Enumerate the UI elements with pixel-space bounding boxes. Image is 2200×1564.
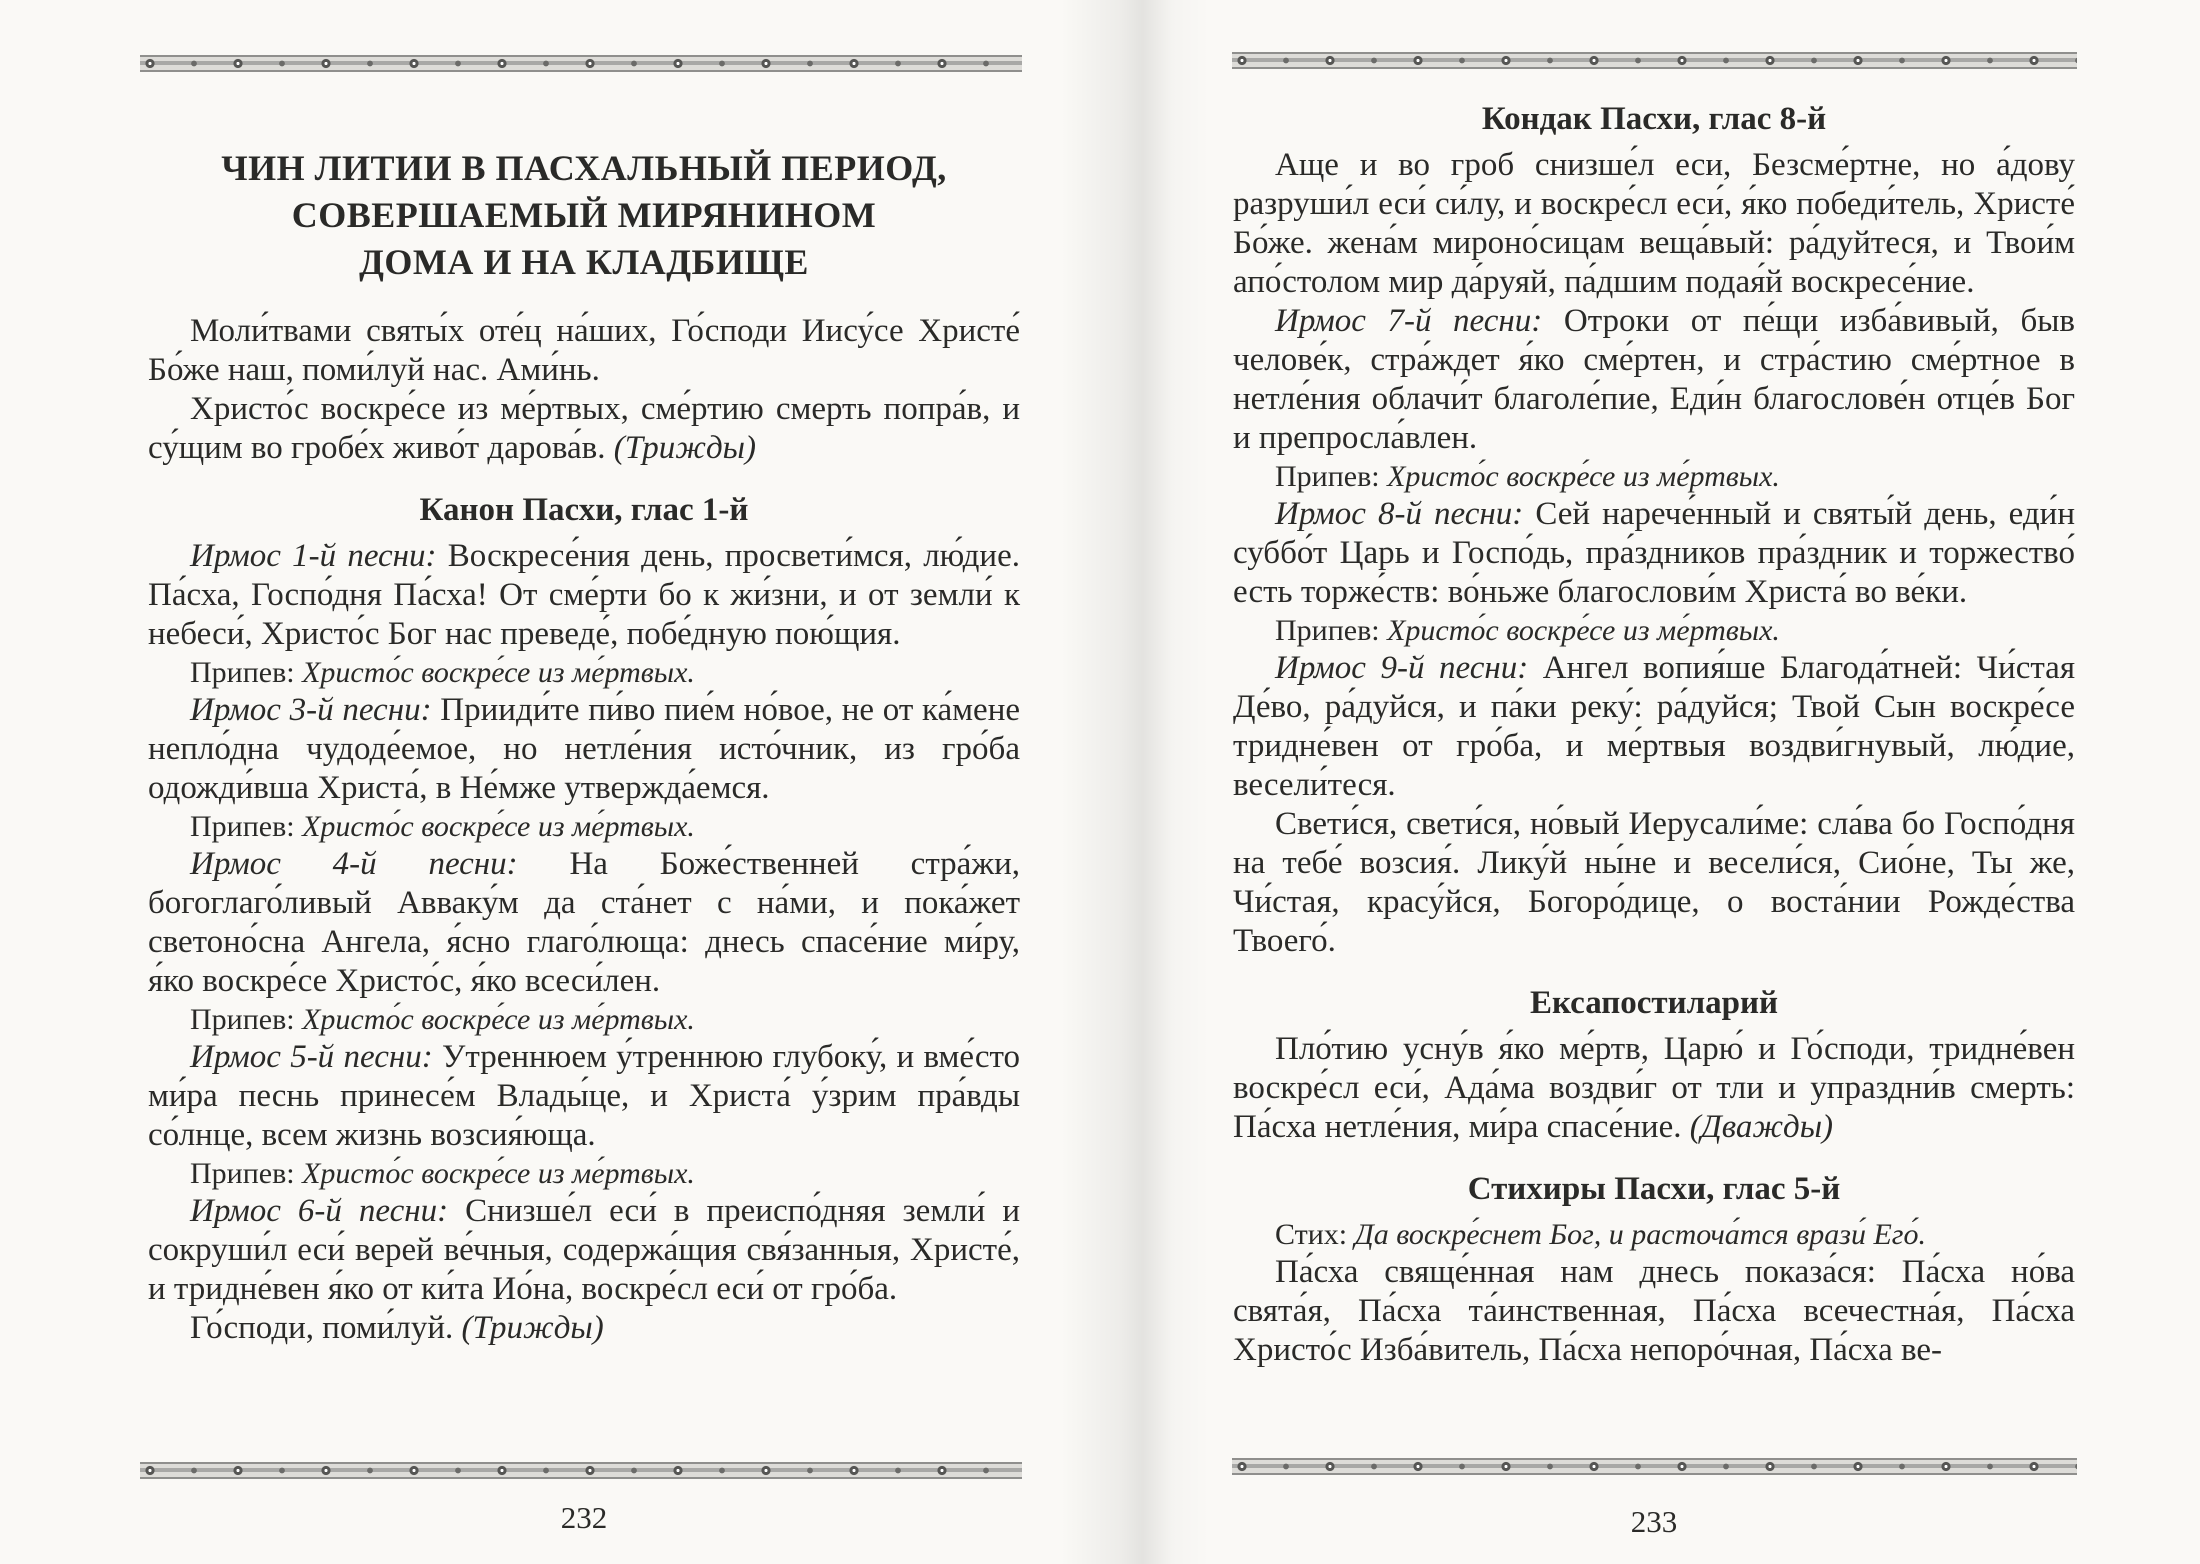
page-title bbox=[148, 145, 1020, 286]
page-title-line: ДОМА И НА КЛАДБИЩЕ bbox=[359, 242, 809, 282]
refrain-line: Припев: Христо́с воскре́се из ме́ртвых. bbox=[190, 1003, 695, 1036]
section-heading-stichera: Стихиры Пасхи, глас 5-й bbox=[1467, 1171, 1841, 1207]
paragraph-svetisya: Свети́ся, свети́ся, но́вый Иерусали́ме: сла́ва бо Госпо́дня на тебе́ возсия́. Лику́й ны́не и весели́ся, Сио́не, Ты же, Чи́стая, красу́йся, Богоро́дице, о воста́нии Рожде́ства Твоего́. bbox=[1233, 806, 2075, 959]
ornament-border-top-right bbox=[1232, 52, 2077, 69]
right-page bbox=[1233, 100, 2075, 1370]
left-page bbox=[148, 95, 1020, 1348]
section-heading-kondak: Кондак Пасхи, глас 8-й bbox=[1481, 101, 1827, 137]
paragraph-exapostilarion: Пло́тию усну́в я́ко ме́ртв, Царю́ и Го́споди, тридне́вен воскре́сл еси́, Ада́ма воздви́г от тли и упраздни́в смерть: Па́сха нетле́ния, ми́ра спасе́ние. (Дважды) bbox=[1233, 1031, 2075, 1145]
refrain-line: Припев: Христо́с воскре́се из ме́ртвых. bbox=[190, 810, 695, 843]
paragraph-paschal-troparion: Христо́с воскре́се из ме́ртвых, сме́ртию смерть попра́в, и су́щим во гробе́х живо́т дарова́в. (Трижды) bbox=[148, 391, 1020, 466]
paragraph-irmos-8: Ирмос 8-й песни: Сей нарече́нный и святы́й день, еди́н суббо́т Царь и Госпо́дь, пра́здников пра́здник и торжество́ есть торже́ств: во́ньже благослови́м Христа́ во ве́ки. bbox=[1233, 496, 2075, 610]
ornament-border-bottom-left bbox=[140, 1462, 1022, 1479]
ornament-border-bottom-right bbox=[1232, 1458, 2077, 1475]
refrain-line: Припев: Христо́с воскре́се из ме́ртвых. bbox=[1275, 614, 1780, 647]
paragraph-pascha-sacred: Па́сха свяще́нная нам днесь показа́ся: Па́сха но́ва свята́я, Па́сха та́инственная, Па́сха всечестна́я, Па́сха Христо́с Изба́витель, Па́сха непоро́чная, Па́сха ве- bbox=[1233, 1254, 2075, 1368]
section-heading-canon: Канон Пасхи, глас 1-й bbox=[419, 492, 749, 528]
paragraph-irmos-4: Ирмос 4-й песни: На Боже́ственней стра́жи, богоглаго́ливый Авваку́м да ста́нет с на́ми, и пока́жет светоно́сна Ангела, я́сно глаго́люща: днесь спасе́ние ми́ру, я́ко воскре́се Христо́с, я́ко всеси́лен. bbox=[148, 846, 1021, 999]
binding-gutter-shadow bbox=[1060, 0, 1210, 1564]
page-number-left: 232 bbox=[560, 1500, 608, 1535]
paragraph-irmos-3: Ирмос 3-й песни: Прииди́те пи́во пие́м но́вое, не от ка́мене непло́дна чудоде́емое, но нетле́ния исто́чник, из гро́ба одожди́вша Христа́, в Не́мже утвержда́емся. bbox=[148, 692, 1020, 806]
paragraph-irmos-9: Ирмос 9-й песни: Ангел вопия́ше Благода́тней: Чи́стая Де́во, ра́дуйся, и па́ки реку́: ра́дуйся; Твой Сын воскре́се тридне́вен от гро́ба, и ме́ртвыя воздви́гнувый, лю́дие, весели́теся. bbox=[1233, 650, 2075, 803]
stih-line: Стих: Да воскре́снет Бог, и расточа́тся врази́ Его́. bbox=[1275, 1218, 1926, 1251]
paragraph-kondak: Аще и во гроб снизше́л еси, Безсме́ртне, но а́дову разруши́л еси́ си́лу, и воскре́сл еси́, я́ко победи́тель, Христе́ Бо́же. жена́м мироно́сицам веща́вый: ра́дуйтеся, и Твои́м апо́столом мир да́руяй, па́дшим подая́й воскресе́ние. bbox=[1233, 147, 2075, 300]
page-title-line: СОВЕРШАЕМЫЙ МИРЯНИНОМ bbox=[291, 195, 877, 235]
refrain-line: Припев: Христо́с воскре́се из ме́ртвых. bbox=[190, 1157, 695, 1190]
paragraph-irmos-5: Ирмос 5-й песни: Утреннюем у́треннюю глубоку́, и вме́сто ми́ра песнь принесе́м Влады́це, и Христа́ у́зрим пра́вды со́лнце, всем жизнь возсия́юща. bbox=[148, 1039, 1021, 1153]
paragraph-irmos-6: Ирмос 6-й песни: Снизше́л еси́ в преиспо́дняя земли́ и сокруши́л еси́ верей ве́чныя, содержа́щия свя́занныя, Христе́, и тридне́вен я́ко от ки́та Ио́на, воскре́сл еси́ от гро́ба. bbox=[148, 1193, 1021, 1307]
page-title-line: ЧИН ЛИТИИ В ПАСХАЛЬНЫЙ ПЕРИОД, bbox=[221, 148, 947, 188]
paragraph-lord-have-mercy: Го́споди, поми́луй. (Трижды) bbox=[190, 1310, 604, 1346]
paragraph-irmos-7: Ирмос 7-й песни: Отроки от пе́щи изба́вивый, быв челове́к, стра́ждет я́ко сме́ртен, и стра́стию сме́ртное в нетле́ния облачи́т благоле́пие, Еди́н благослове́н отце́в Бог и препросла́влен. bbox=[1233, 303, 2075, 456]
refrain-line: Припев: Христо́с воскре́се из ме́ртвых. bbox=[1275, 460, 1780, 493]
section-heading-exapostilarion: Ексапостиларий bbox=[1529, 985, 1779, 1021]
ornament-border-top-left bbox=[140, 55, 1022, 72]
paragraph-irmos-1: Ирмос 1-й песни: Воскресе́ния день, просвети́мся, лю́дие. Па́сха, Госпо́дня Па́сха! От сме́рти бо к жи́зни, и от земли́ к небеси́, Христо́с Бог нас преведе́, побе́дную пою́щия. bbox=[148, 538, 1020, 652]
page-number-right: 233 bbox=[1630, 1504, 1678, 1539]
paragraph-opening-prayer: Моли́твами святы́х оте́ц на́ших, Го́споди Иису́се Христе́ Бо́же наш, поми́луй нас. Ами́нь. bbox=[148, 313, 1020, 388]
refrain-line: Припев: Христо́с воскре́се из ме́ртвых. bbox=[190, 656, 695, 689]
